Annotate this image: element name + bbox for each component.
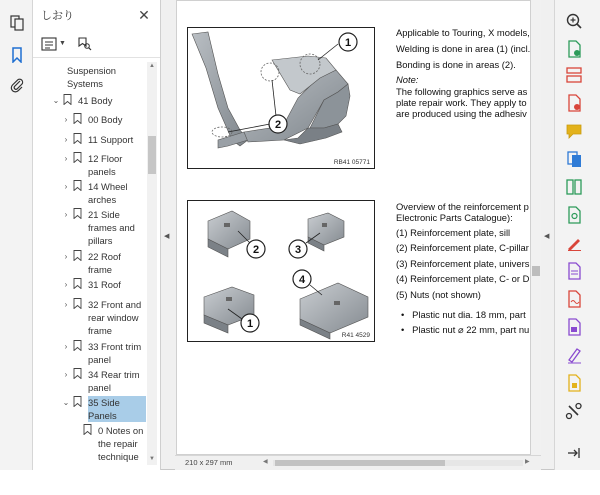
doc-text-line: are produced using the adhesiv (396, 108, 527, 119)
collapse-panel-arrow-icon[interactable]: ◀ (164, 233, 170, 240)
tree-node-label: 35 Side Panels (88, 396, 146, 422)
bookmark-panel-icon[interactable] (6, 44, 28, 66)
sign-pen-icon[interactable] (565, 346, 583, 364)
figure-code: RB41 05771 (333, 159, 370, 166)
bookmark-icon (73, 298, 82, 309)
create-pdf-icon[interactable] (565, 40, 583, 58)
chevron-right-icon[interactable]: › (64, 153, 68, 163)
tree-node-label: 31 Roof (88, 279, 121, 290)
panel-header (33, 0, 160, 30)
tree-node-label: 33 Front trim panel (88, 341, 142, 365)
doc-text-line: Bonding is done in areas (2). (396, 59, 516, 70)
tree-node-suspension-systems[interactable] (67, 64, 145, 90)
bookmark-icon (73, 368, 82, 379)
tree-node-label: 14 Wheel arches (88, 181, 128, 205)
left-navigation-rail (0, 0, 33, 470)
bookmarks-panel (33, 0, 161, 470)
stamp-icon[interactable] (565, 374, 583, 392)
doc-list-item: (3) Reinforcement plate, univers (396, 258, 530, 269)
chevron-right-icon[interactable]: › (64, 369, 68, 379)
chevron-right-icon[interactable]: › (64, 209, 68, 219)
chevron-right-icon[interactable]: › (64, 251, 68, 261)
tree-node-35-side-panels[interactable] (61, 396, 147, 422)
compare-files-icon[interactable] (565, 178, 583, 196)
chevron-right-icon[interactable]: › (64, 299, 68, 309)
bookmark-icon (73, 113, 82, 124)
doc-text-line: Applicable to Touring, X models, (396, 27, 530, 38)
tree-node-11-support[interactable] (61, 133, 145, 146)
find-bookmark-button[interactable] (76, 37, 92, 51)
note-label: Note: (396, 74, 419, 85)
bookmark-icon (73, 180, 82, 191)
bullet-text: Plastic nut dia. 18 mm, part (412, 309, 526, 320)
tree-node-label: Suspension Systems (67, 65, 116, 89)
scrollbar-thumb[interactable] (275, 460, 445, 466)
attachments-paperclip-icon[interactable] (6, 74, 28, 96)
document-view (175, 0, 541, 455)
list-options-icon (41, 37, 57, 51)
bookmark-options-button[interactable] (41, 37, 66, 51)
tree-node-label: 22 Roof frame (88, 251, 121, 275)
doc-text-line: Electronic Parts Catalogue): (396, 212, 513, 223)
fill-sign-icon[interactable] (565, 234, 583, 252)
doc-list-item: (5) Nuts (not shown) (396, 289, 481, 300)
bookmark-icon (73, 396, 82, 407)
right-tools-rail (554, 0, 600, 470)
chevron-right-icon[interactable]: › (64, 341, 68, 351)
tree-node-41-body[interactable] (51, 94, 145, 107)
collapse-right-pane-icon[interactable] (565, 444, 583, 462)
page-size-label: 210 x 297 mm (185, 458, 233, 467)
tree-node-label: 41 Body (78, 95, 113, 106)
bookmark-icon (73, 152, 82, 163)
bookmark-icon (73, 133, 82, 144)
bookmark-icon (63, 94, 72, 105)
scroll-right-arrow-icon[interactable]: ▶ (525, 459, 530, 465)
chevron-right-icon[interactable]: › (64, 114, 68, 124)
protect-icon[interactable] (565, 206, 583, 224)
pages-thumbnails-icon[interactable] (6, 12, 28, 34)
tree-node-label: 21 Side frames and pillars (88, 209, 135, 246)
combine-files-icon[interactable] (565, 150, 583, 168)
horizontal-scrollbar[interactable] (263, 459, 533, 467)
tree-node-22-roof-frame[interactable] (61, 250, 145, 276)
bookmark-icon (73, 208, 82, 219)
car-side-frame-illustration (188, 28, 376, 170)
tree-node-12-floor-panels[interactable] (61, 152, 145, 178)
doc-text-line: Overview of the reinforcement p (396, 201, 529, 212)
reinforcement-plates-illustration (188, 201, 376, 343)
export-pdf-icon[interactable] (565, 94, 583, 112)
chevron-down-icon: ▼ (59, 40, 66, 47)
edit-pdf-icon[interactable] (565, 262, 583, 280)
callout-label: 4 (298, 274, 306, 286)
close-icon[interactable]: ✕ (138, 6, 150, 23)
bookmark-tree (33, 58, 147, 463)
tree-node-label: 11 Support (88, 134, 134, 145)
tree-node-label: 32 Front and rear window frame (88, 299, 142, 336)
expand-tools-arrow-icon[interactable]: ◀ (544, 233, 550, 240)
tree-node-label: 0 Notes on the repair technique (98, 425, 144, 462)
callout-label: 1 (344, 37, 352, 49)
status-bar (175, 455, 541, 470)
figure-side-frame (187, 27, 375, 169)
tree-node-notes-repair-technique[interactable] (81, 424, 147, 463)
figure-code: R41 4529 (341, 332, 370, 339)
doc-text-line: plate repair work. They apply to (396, 97, 527, 108)
bullet-text: Plastic nut ⌀ 22 mm, part nu (412, 324, 530, 335)
doc-bullet-item: • Plastic nut ⌀ 22 mm, part nu (401, 324, 530, 335)
bookmark-toolbar (33, 30, 160, 58)
bookmark-icon (83, 424, 92, 435)
more-tools-icon[interactable] (565, 402, 583, 420)
tree-node-00-body[interactable] (61, 113, 145, 126)
tree-node-33-front-trim-panel[interactable] (61, 340, 145, 366)
chevron-down-icon[interactable]: ⌄ (52, 95, 60, 105)
zoom-in-icon[interactable] (565, 12, 583, 30)
tree-node-32-front-rear-window-frame[interactable] (61, 298, 145, 337)
print-production-icon[interactable] (565, 318, 583, 336)
callout-label: 3 (294, 244, 302, 256)
bookmark-icon (73, 340, 82, 351)
tree-node-label: 12 Floor panels (88, 153, 123, 177)
scroll-down-arrow-icon[interactable]: ▼ (149, 456, 155, 462)
scrollbar-thumb[interactable] (148, 136, 156, 174)
doc-list-item: (4) Reinforcement plate, C- or D (396, 273, 530, 284)
tree-node-14-wheel-arches[interactable] (61, 180, 145, 206)
tree-node-label: 00 Body (88, 114, 123, 125)
doc-text-line: The following graphics serve as (396, 86, 528, 97)
bookmark-icon (73, 278, 82, 289)
scrollbar-thumb[interactable] (532, 266, 540, 276)
callout-label: 1 (246, 318, 254, 330)
comment-icon[interactable] (565, 122, 583, 140)
callout-label: 2 (274, 119, 282, 131)
figure-reinforcement-plates (187, 200, 375, 342)
scroll-up-arrow-icon[interactable]: ▲ (149, 63, 155, 69)
tree-node-label: 34 Rear trim panel (88, 369, 140, 393)
chevron-right-icon[interactable]: › (64, 134, 68, 144)
organize-pages-icon[interactable] (565, 66, 583, 84)
document-page (176, 0, 531, 455)
tree-node-21-side-frames[interactable] (61, 208, 145, 247)
doc-list-item: (2) Reinforcement plate, C-pillar (396, 242, 529, 253)
callout-label: 2 (252, 244, 260, 256)
request-signature-icon[interactable] (565, 290, 583, 308)
bookmark-icon (73, 250, 82, 261)
scroll-left-arrow-icon[interactable]: ◀ (263, 459, 268, 465)
chevron-right-icon[interactable]: › (64, 181, 68, 191)
panel-title: しおり (41, 10, 74, 22)
document-scrollbar[interactable] (531, 0, 541, 455)
doc-text-line: Welding is done in area (1) (incl. (396, 43, 531, 54)
bookmark-tree-scrollbar[interactable] (147, 62, 157, 465)
chevron-down-icon[interactable]: ⌄ (62, 397, 70, 407)
chevron-right-icon[interactable]: › (64, 279, 68, 289)
doc-bullet-item: • Plastic nut dia. 18 mm, part (401, 309, 526, 320)
bookmark-search-icon (76, 37, 92, 51)
tree-node-31-roof[interactable] (61, 278, 145, 291)
tree-node-34-rear-trim-panel[interactable] (61, 368, 145, 394)
doc-list-item: (1) Reinforcement plate, sill (396, 227, 511, 238)
